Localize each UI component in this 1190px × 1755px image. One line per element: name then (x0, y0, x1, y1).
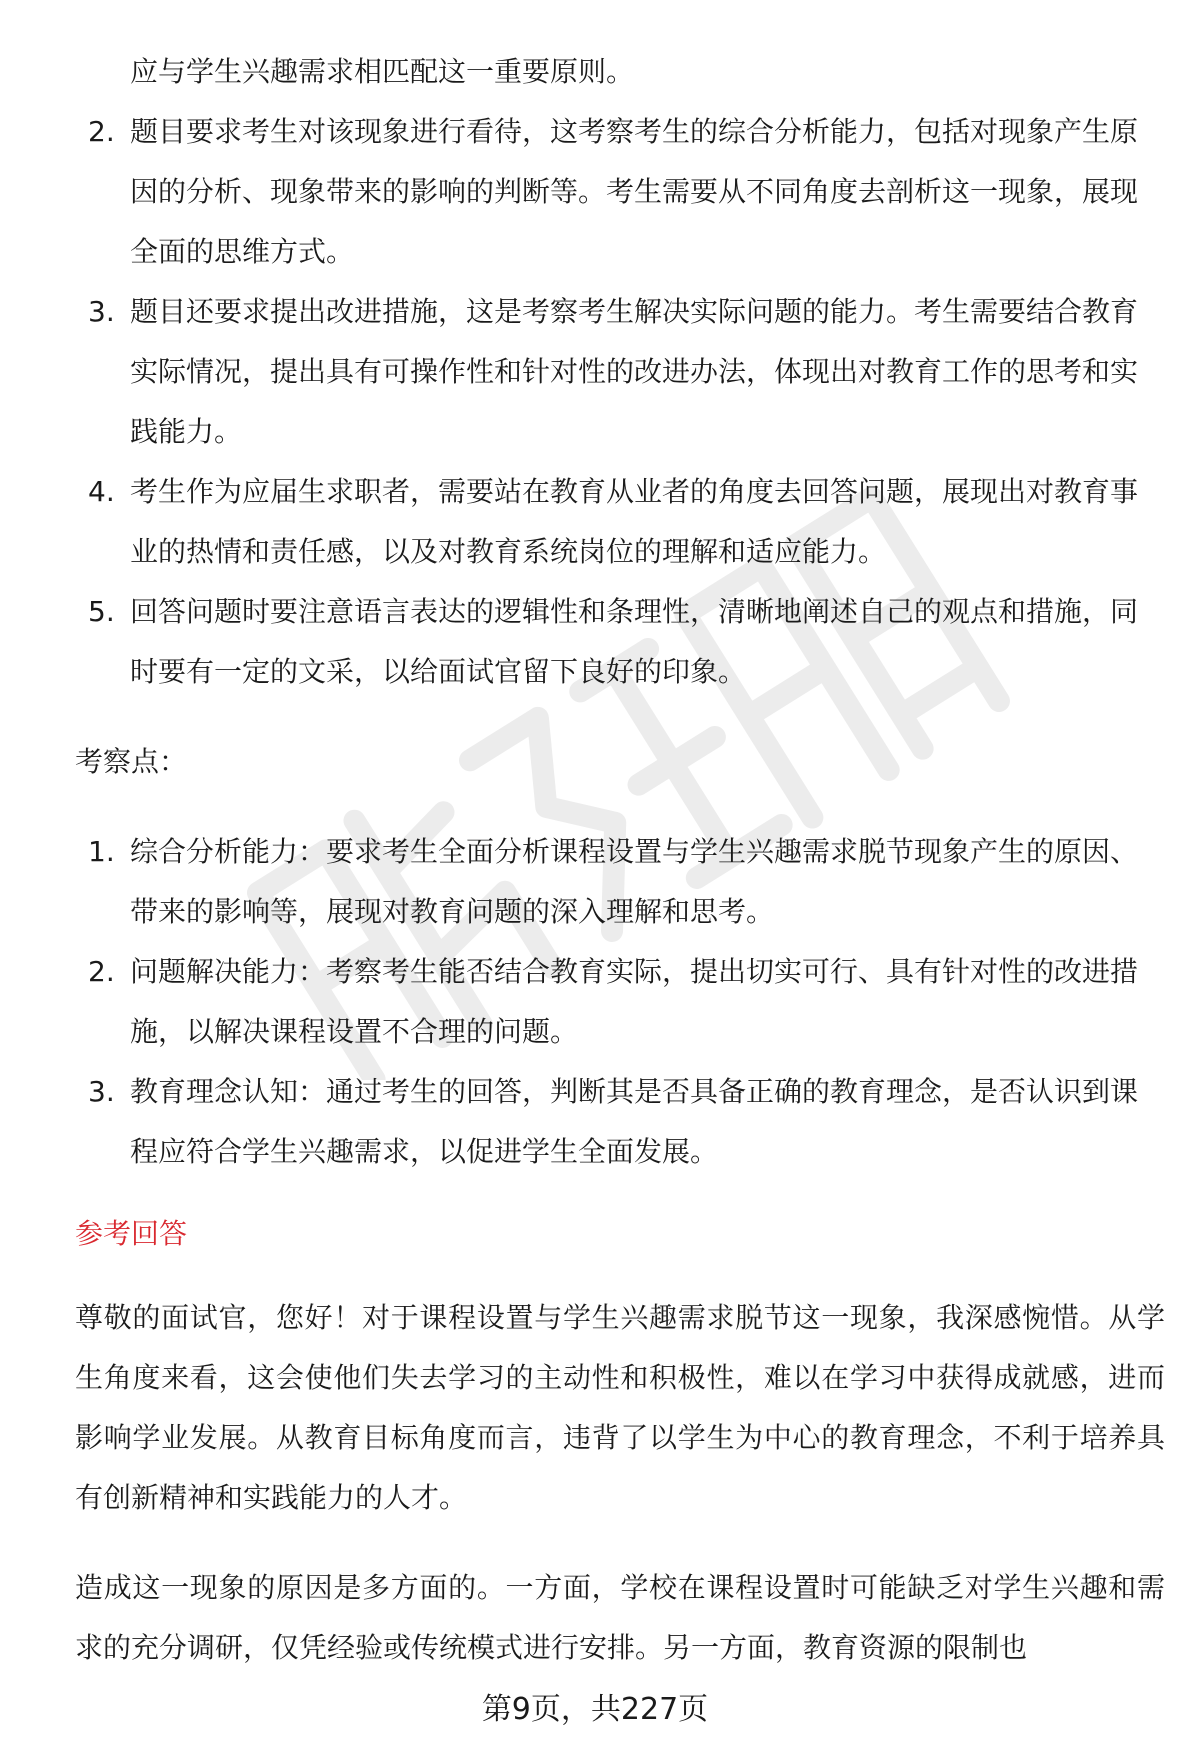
page-footer: 第9页，共227页 (481, 1692, 709, 1727)
list-item (75, 822, 1165, 942)
list-item (75, 282, 1165, 462)
list-item (75, 582, 1165, 702)
list-item (75, 462, 1165, 582)
reference-paragraph: 造成这一现象的原因是多方面的。一方面，学校在课程设置时可能缺乏对学生兴趣和需求的充分调研，仅凭经验或传统模式进行安排。另一方面，教育资源的限制也 (75, 1571, 1165, 1664)
reference-answer-heading: 参考回答 (75, 1217, 188, 1250)
list-item-number: 2. (88, 955, 115, 988)
document-body (75, 42, 1165, 1708)
list-item (75, 942, 1165, 1062)
list-item-number: 4. (88, 475, 115, 508)
list-item-text: 题目还要求提出改进措施，这是考察考生解决实际问题的能力。考生需要结合教育实际情况，提出具有可操作性和针对性的改进办法，体现出对教育工作的思考和实践能力。 (130, 295, 1139, 448)
list-item-text: 综合分析能力：要求考生全面分析课程设置与学生兴趣需求脱节现象产生的原因、带来的影响等，展现对教育问题的深入理解和思考。 (130, 835, 1139, 928)
list-item-number: 1. (88, 835, 115, 868)
list-item-text: 题目要求考生对该现象进行看待，这考察考生的综合分析能力，包括对现象产生原因的分析、现象带来的影响的判断等。考生需要从不同角度去剖析这一现象，展现全面的思维方式。 (130, 115, 1139, 268)
list-item (75, 102, 1165, 282)
list-item-number: 2. (88, 115, 115, 148)
analysis-list (75, 102, 1165, 702)
list-item-text: 教育理念认知：通过考生的回答，判断其是否具备正确的教育理念，是否认识到课程应符合学生兴趣需求，以促进学生全面发展。 (130, 1075, 1139, 1168)
list-item-number: 5. (88, 595, 115, 628)
list-item-number: 3. (88, 295, 115, 328)
list-item-text: 考生作为应届生求职者，需要站在教育从业者的角度去回答问题，展现出对教育事业的热情和责任感，以及对教育系统岗位的理解和适应能力。 (130, 475, 1139, 568)
continued-list-item-text: 应与学生兴趣需求相匹配这一重要原则。 (130, 55, 635, 88)
reference-paragraph: 尊敬的面试官，您好！对于课程设置与学生兴趣需求脱节这一现象，我深感惋惜。从学生角度来看，这会使他们失去学习的主动性和积极性，难以在学习中获得成就感，进而影响学业发展。从教育目标角度而言，违背了以学生为中心的教育理念，不利于培养具有创新精神和实践能力的人才。 (75, 1301, 1165, 1514)
list-item-text: 问题解决能力：考察考生能否结合教育实际，提出切实可行、具有针对性的改进措施，以解决课程设置不合理的问题。 (130, 955, 1139, 1048)
list-item (75, 1062, 1165, 1182)
section-label-points: 考察点： (75, 745, 188, 778)
points-list (75, 822, 1165, 1182)
list-item-text: 回答问题时要注意语言表达的逻辑性和条理性，清晰地阐述自己的观点和措施，同时要有一定的文采，以给面试官留下良好的印象。 (130, 595, 1139, 688)
list-item-number: 3. (88, 1075, 115, 1108)
